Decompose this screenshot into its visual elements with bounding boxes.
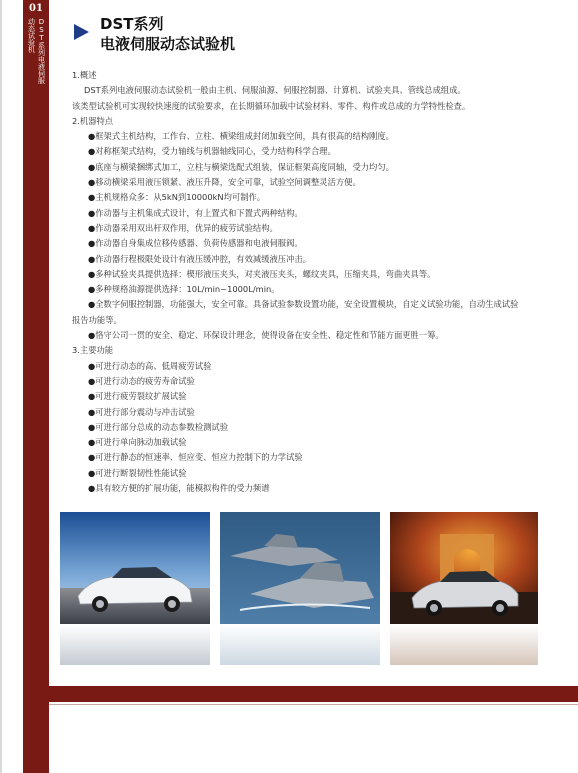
bullet-icon: ● xyxy=(88,360,96,371)
function-text: 可进行动态的高、低周疲劳试验 xyxy=(95,360,212,371)
function-text: 可进行单向脉动加载试验 xyxy=(95,437,187,448)
function-item xyxy=(72,359,542,374)
overview-para-1: DST系列电液伺服动态试验机一般由主机、伺服油源、伺服控制器、计算机、试验夹具、管线总成组成。 xyxy=(84,85,466,96)
bullet-icon: ● xyxy=(88,131,96,142)
warships-reflection xyxy=(220,625,380,665)
page-title-line2: 电液伺服动态试验机 xyxy=(100,35,236,53)
photo-strip xyxy=(60,512,538,624)
feature-item xyxy=(72,190,542,205)
car-arch-reflection xyxy=(390,625,538,665)
feature-item xyxy=(72,267,542,282)
car-arch-photo xyxy=(390,512,538,624)
function-item xyxy=(72,481,542,496)
bullet-icon: ● xyxy=(88,161,96,172)
footer-band xyxy=(49,686,578,702)
bullet-icon: ● xyxy=(88,192,96,203)
bullet-icon: ● xyxy=(88,238,96,249)
function-text: 可进行部分震动与冲击试验 xyxy=(95,406,195,417)
function-item xyxy=(72,389,542,404)
feature-item xyxy=(72,206,542,221)
function-item xyxy=(72,374,542,389)
side-title-col-2: 动态试验机 xyxy=(27,18,36,53)
bullet-icon: ● xyxy=(88,452,96,463)
bullet-icon: ● xyxy=(88,207,96,218)
bullet-icon: ● xyxy=(88,375,96,386)
side-title-col-1: DST系列电液伺服 xyxy=(37,18,46,84)
feature-text: 移动横梁采用液压锁紧、液压升降，安全可靠，试验空间调整灵活方便。 xyxy=(95,177,361,188)
overview-para-2: 该类型试验机可实现较快速度的试验要求，在长期循环加载中试验材料、零件、构件或总成的力学特性检查。 xyxy=(72,100,471,111)
feature-item xyxy=(72,221,542,236)
function-text: 可进行动态的疲劳寿命试验 xyxy=(95,375,195,386)
bullet-icon: ● xyxy=(88,467,96,478)
bullet-icon: ● xyxy=(88,284,96,295)
feature-text: 对称框架式结构，受力轴线与机器轴线同心，受力结构科学合理。 xyxy=(95,146,336,157)
bullet-icon: ● xyxy=(88,421,96,432)
section-heading-features: 2.机器特点 xyxy=(72,115,114,126)
function-item xyxy=(72,435,542,450)
side-title xyxy=(24,18,48,98)
bullet-icon: ● xyxy=(88,406,96,417)
feature-item xyxy=(72,282,542,297)
function-text: 可进行断裂韧性性能试验 xyxy=(95,467,187,478)
bullet-icon: ● xyxy=(88,253,96,264)
feature-text: 多种规格油源提供选择：10L/min~1000L/min。 xyxy=(95,284,280,295)
feature-text: 主机规格众多：从5kN到10000kN均可制作。 xyxy=(95,192,266,203)
feature-text: 作动器与主机集成式设计，有上置式和下置式两种结构。 xyxy=(95,207,303,218)
bullet-icon: ● xyxy=(88,222,96,233)
feature-text: 恪守公司一贯的安全、稳定、环保设计理念，使得设备在安全性、稳定性和节能方面更胜一筹。 xyxy=(95,330,444,341)
section-heading-overview: 1.概述 xyxy=(72,70,97,80)
feature-text: 全数字伺服控制器，功能强大，安全可靠。具备试验参数设置功能，安全设置模块，自定义试验功能，自动生成试验 xyxy=(95,299,519,310)
feature-item xyxy=(72,297,542,312)
bullet-icon: ● xyxy=(88,146,96,157)
feature-item xyxy=(72,144,542,159)
bullet-icon: ● xyxy=(88,330,96,341)
page-title-line1: DST系列 xyxy=(100,15,164,33)
feature-text: 作动器自身集成位移传感器、负荷传感器和电液伺服阀。 xyxy=(95,238,303,249)
function-text: 可进行疲劳裂纹扩展试验 xyxy=(95,391,187,402)
side-tab xyxy=(23,0,49,773)
function-text: 可进行部分总成的动态参数检测试验 xyxy=(95,421,229,432)
bullet-icon: ● xyxy=(88,483,96,494)
warships-photo xyxy=(220,512,380,624)
feature-item xyxy=(72,175,542,190)
feature-item xyxy=(72,236,542,251)
feature-item xyxy=(72,129,542,144)
page-edge xyxy=(0,0,2,773)
body-content xyxy=(72,68,542,496)
bullet-icon: ● xyxy=(88,391,96,402)
feature-text: 作动器行程极限处设计有液压缓冲腔，有效减缓液压冲击。 xyxy=(95,253,311,264)
function-text: 可进行静态的恒速率、恒应变、恒应力控制下的力学试验 xyxy=(95,452,303,463)
feature-item xyxy=(72,252,542,267)
function-text: 具有较方便的扩展功能，能模拟构件的受力频谱 xyxy=(95,483,270,494)
title-arrow-icon xyxy=(74,24,89,40)
bullet-icon: ● xyxy=(88,299,96,310)
footer-line xyxy=(49,704,578,705)
function-item xyxy=(72,405,542,420)
bullet-icon: ● xyxy=(88,177,96,188)
feature-item xyxy=(72,160,542,175)
feature-text: 作动器采用双出杆双作用，优异的疲劳试验结构。 xyxy=(95,222,278,233)
white-car-photo xyxy=(60,512,210,624)
bullet-icon: ● xyxy=(88,268,96,279)
section-heading-functions: 3.主要功能 xyxy=(72,345,114,356)
feature-text: 框架式主机结构，工作台、立柱、横梁组成封闭加载空间，具有很高的结构刚度。 xyxy=(95,131,394,142)
feature-text: 多种试验夹具提供选择：楔形液压夹头，对夹液压夹头，螺纹夹具，压缩夹具，弯曲夹具等。 xyxy=(95,268,436,279)
bullet-icon: ● xyxy=(88,437,96,448)
function-item xyxy=(72,420,542,435)
white-car-reflection xyxy=(60,625,210,665)
feature-text: 底座与横梁捆绑式加工，立柱与横梁选配式组装，保证框架高度同轴，受力均匀。 xyxy=(95,161,394,172)
function-item xyxy=(72,450,542,465)
function-item xyxy=(72,466,542,481)
page-number: 01 xyxy=(29,3,43,14)
feature-item-continuation: 报告功能等。 xyxy=(72,314,122,325)
feature-item xyxy=(72,328,542,343)
